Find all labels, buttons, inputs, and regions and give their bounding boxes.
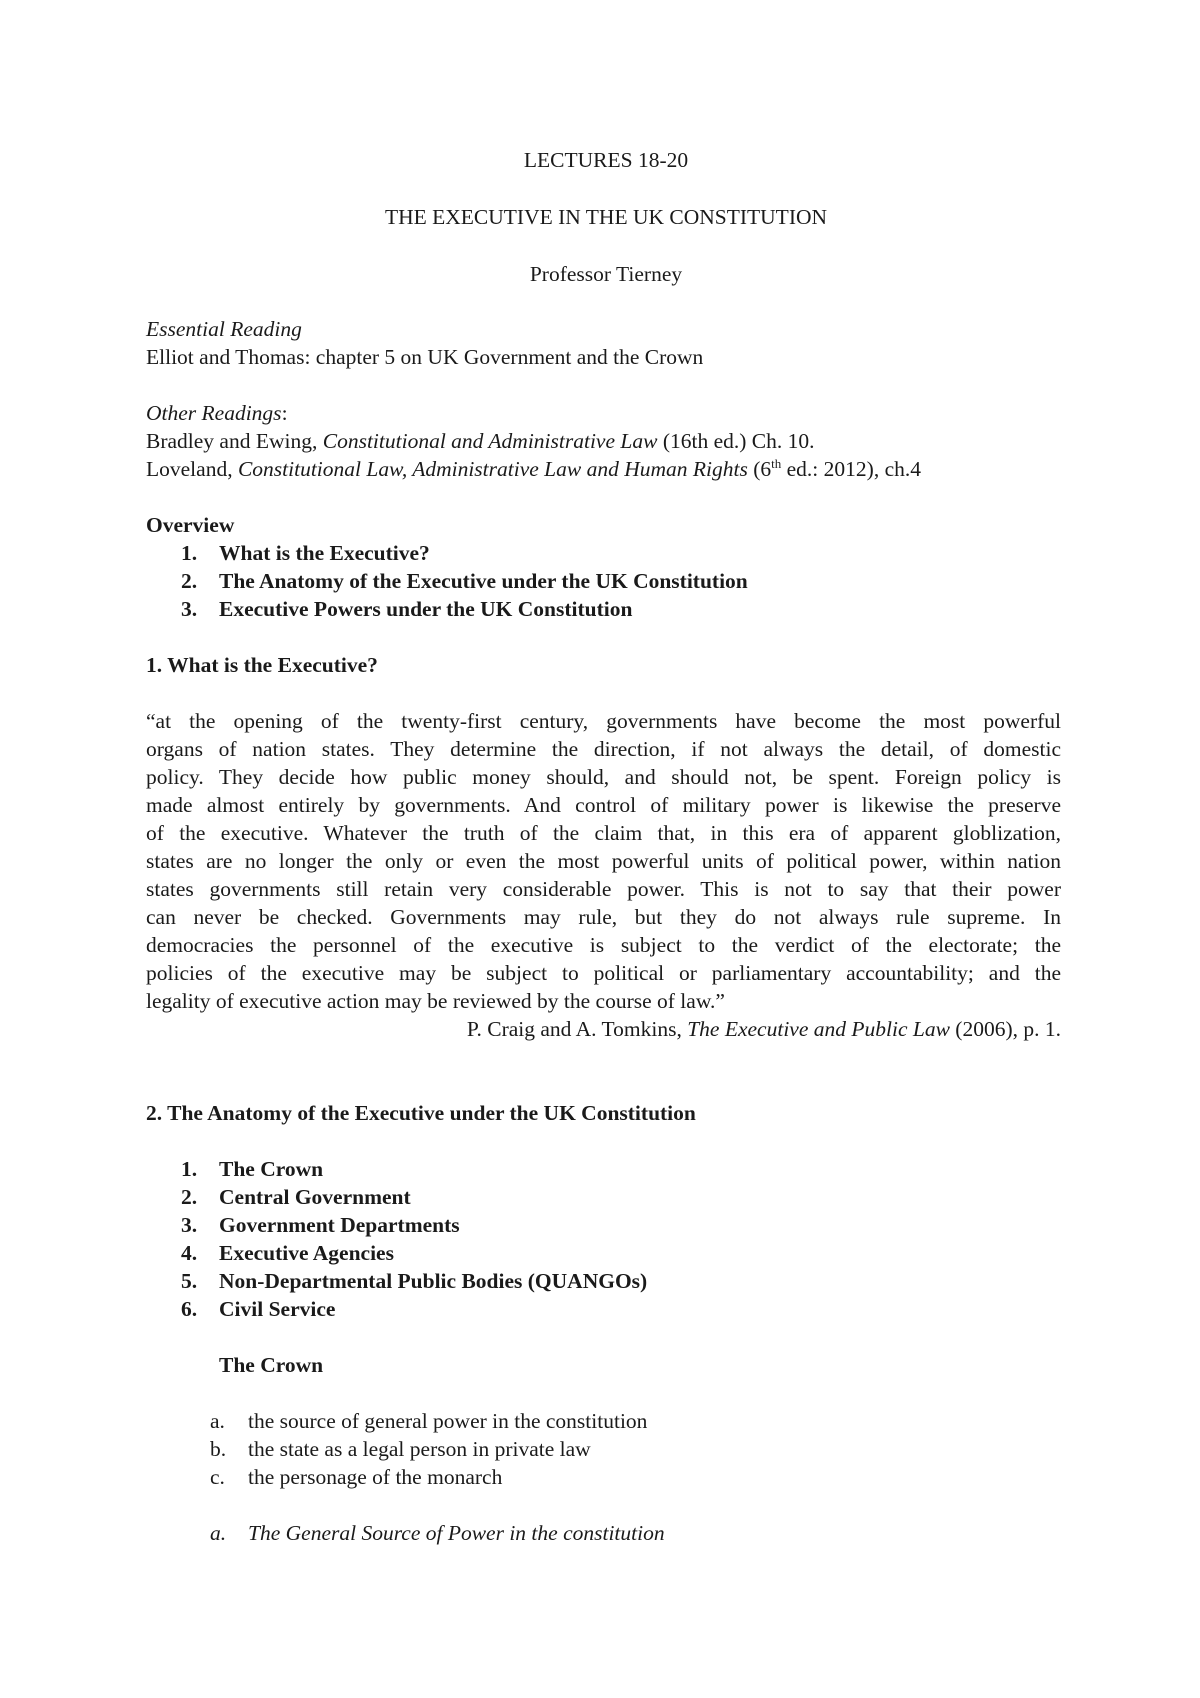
quote-line: can never be checked. Governments may rule, but they do not always rule supreme. In [146, 905, 1061, 929]
crown-item-letter: b. [210, 1437, 227, 1461]
crown-item-text: the source of general power in the constitution [248, 1409, 648, 1433]
essential-reading-text: Elliot and Thomas: chapter 5 on UK Government and the Crown [146, 345, 704, 369]
other-readings-label [146, 399, 288, 427]
anatomy-item-number: 1. [181, 1157, 198, 1181]
anatomy-item-text: Government Departments [219, 1213, 460, 1237]
quote-line: organs of nation states. They determine the direction, if not always the detail, of domestic [146, 737, 1061, 761]
essential-reading-label: Essential Reading [146, 317, 302, 341]
general-source-heading [210, 1519, 665, 1547]
overview-item-number: 3. [181, 597, 198, 621]
anatomy-item-number: 2. [181, 1185, 198, 1209]
section-1-quote [146, 707, 1061, 1015]
reading-ref-1 [146, 427, 815, 455]
citation-author: P. Craig and A. Tomkins, [466, 1017, 688, 1041]
ref2-tail: ed.: 2012), ch.4 [781, 457, 921, 481]
anatomy-item-text: Executive Agencies [219, 1241, 394, 1265]
overview-heading: Overview [146, 513, 235, 537]
overview-item-text: Executive Powers under the UK Constitution [219, 597, 633, 621]
anatomy-item [181, 1267, 647, 1295]
general-source-letter: a. [210, 1521, 227, 1545]
overview-item-number: 1. [181, 541, 198, 565]
quote-line: policies of the executive may be subject to political or parliamentary accountability; and the [146, 961, 1061, 985]
anatomy-item [181, 1239, 394, 1267]
ref1-tail: (16th ed.) Ch. 10. [657, 429, 815, 453]
reading-ref-2 [146, 455, 921, 483]
anatomy-item [181, 1295, 335, 1323]
anatomy-item [181, 1211, 460, 1239]
anatomy-item-number: 4. [181, 1241, 198, 1265]
crown-item-text: the personage of the monarch [248, 1465, 503, 1489]
ref2-ed-sup: th [771, 455, 782, 471]
overview-item-number: 2. [181, 569, 198, 593]
overview-item [181, 539, 430, 567]
citation-title: The Executive and Public Law [687, 1017, 950, 1041]
ref2-ed-pre: (6 [747, 457, 772, 481]
anatomy-item-number: 6. [181, 1297, 198, 1321]
lecture-number: LECTURES 18-20 [523, 148, 689, 172]
quote-line: made almost entirely by governments. And control of military power is likewise the preserve [146, 793, 1061, 817]
section-1-heading: 1. What is the Executive? [146, 653, 378, 677]
quote-line: states governments still retain very considerable power. This is not to say that their power [146, 877, 1061, 901]
ref1-author: Bradley and Ewing, [146, 429, 323, 453]
quote-line: democracies the personnel of the executive is subject to the verdict of the electorate; the [146, 933, 1061, 957]
crown-item [210, 1435, 591, 1463]
document-title: THE EXECUTIVE IN THE UK CONSTITUTION [384, 205, 828, 229]
overview-item [181, 567, 748, 595]
anatomy-item [181, 1155, 323, 1183]
anatomy-item-text: Central Government [219, 1185, 411, 1209]
ref2-author: Loveland, [146, 457, 238, 481]
general-source-text: The General Source of Power in the constitution [248, 1521, 665, 1545]
other-readings-label-text: Other Readings [146, 401, 282, 425]
anatomy-item [181, 1183, 411, 1211]
crown-item [210, 1407, 647, 1435]
ref2-title: Constitutional Law, Administrative Law and Human Rights [237, 457, 748, 481]
overview-item-text: What is the Executive? [219, 541, 430, 565]
overview-item [181, 595, 632, 623]
section-2-heading: 2. The Anatomy of the Executive under the UK Constitution [146, 1101, 696, 1125]
overview-item-text: The Anatomy of the Executive under the UK Constitution [219, 569, 748, 593]
quote-line: “at the opening of the twenty-first century, governments have become the most powerful [146, 709, 1061, 733]
quote-line: legality of executive action may be reviewed by the course of law.” [146, 989, 725, 1013]
crown-item-letter: a. [210, 1409, 225, 1433]
anatomy-item-text: Non-Departmental Public Bodies (QUANGOs) [219, 1269, 648, 1293]
ref1-title: Constitutional and Administrative Law [322, 429, 658, 453]
crown-item-letter: c. [210, 1465, 225, 1489]
anatomy-item-number: 3. [181, 1213, 198, 1237]
crown-item [210, 1463, 502, 1491]
quote-citation [467, 1015, 1061, 1043]
crown-item-text: the state as a legal person in private law [248, 1437, 591, 1461]
crown-heading: The Crown [219, 1353, 324, 1377]
anatomy-item-number: 5. [181, 1269, 198, 1293]
anatomy-item-text: The Crown [219, 1157, 324, 1181]
citation-tail: (2006), p. 1. [949, 1017, 1061, 1041]
author: Professor Tierney [529, 262, 683, 286]
quote-line: states are no longer the only or even the most powerful units of political power, within nation [146, 849, 1061, 873]
anatomy-item-text: Civil Service [219, 1297, 336, 1321]
other-readings-colon: : [281, 401, 288, 425]
quote-line: of the executive. Whatever the truth of the claim that, in this era of apparent globlization, [146, 821, 1061, 845]
quote-line: policy. They decide how public money should, and should not, be spent. Foreign policy is [146, 765, 1061, 789]
